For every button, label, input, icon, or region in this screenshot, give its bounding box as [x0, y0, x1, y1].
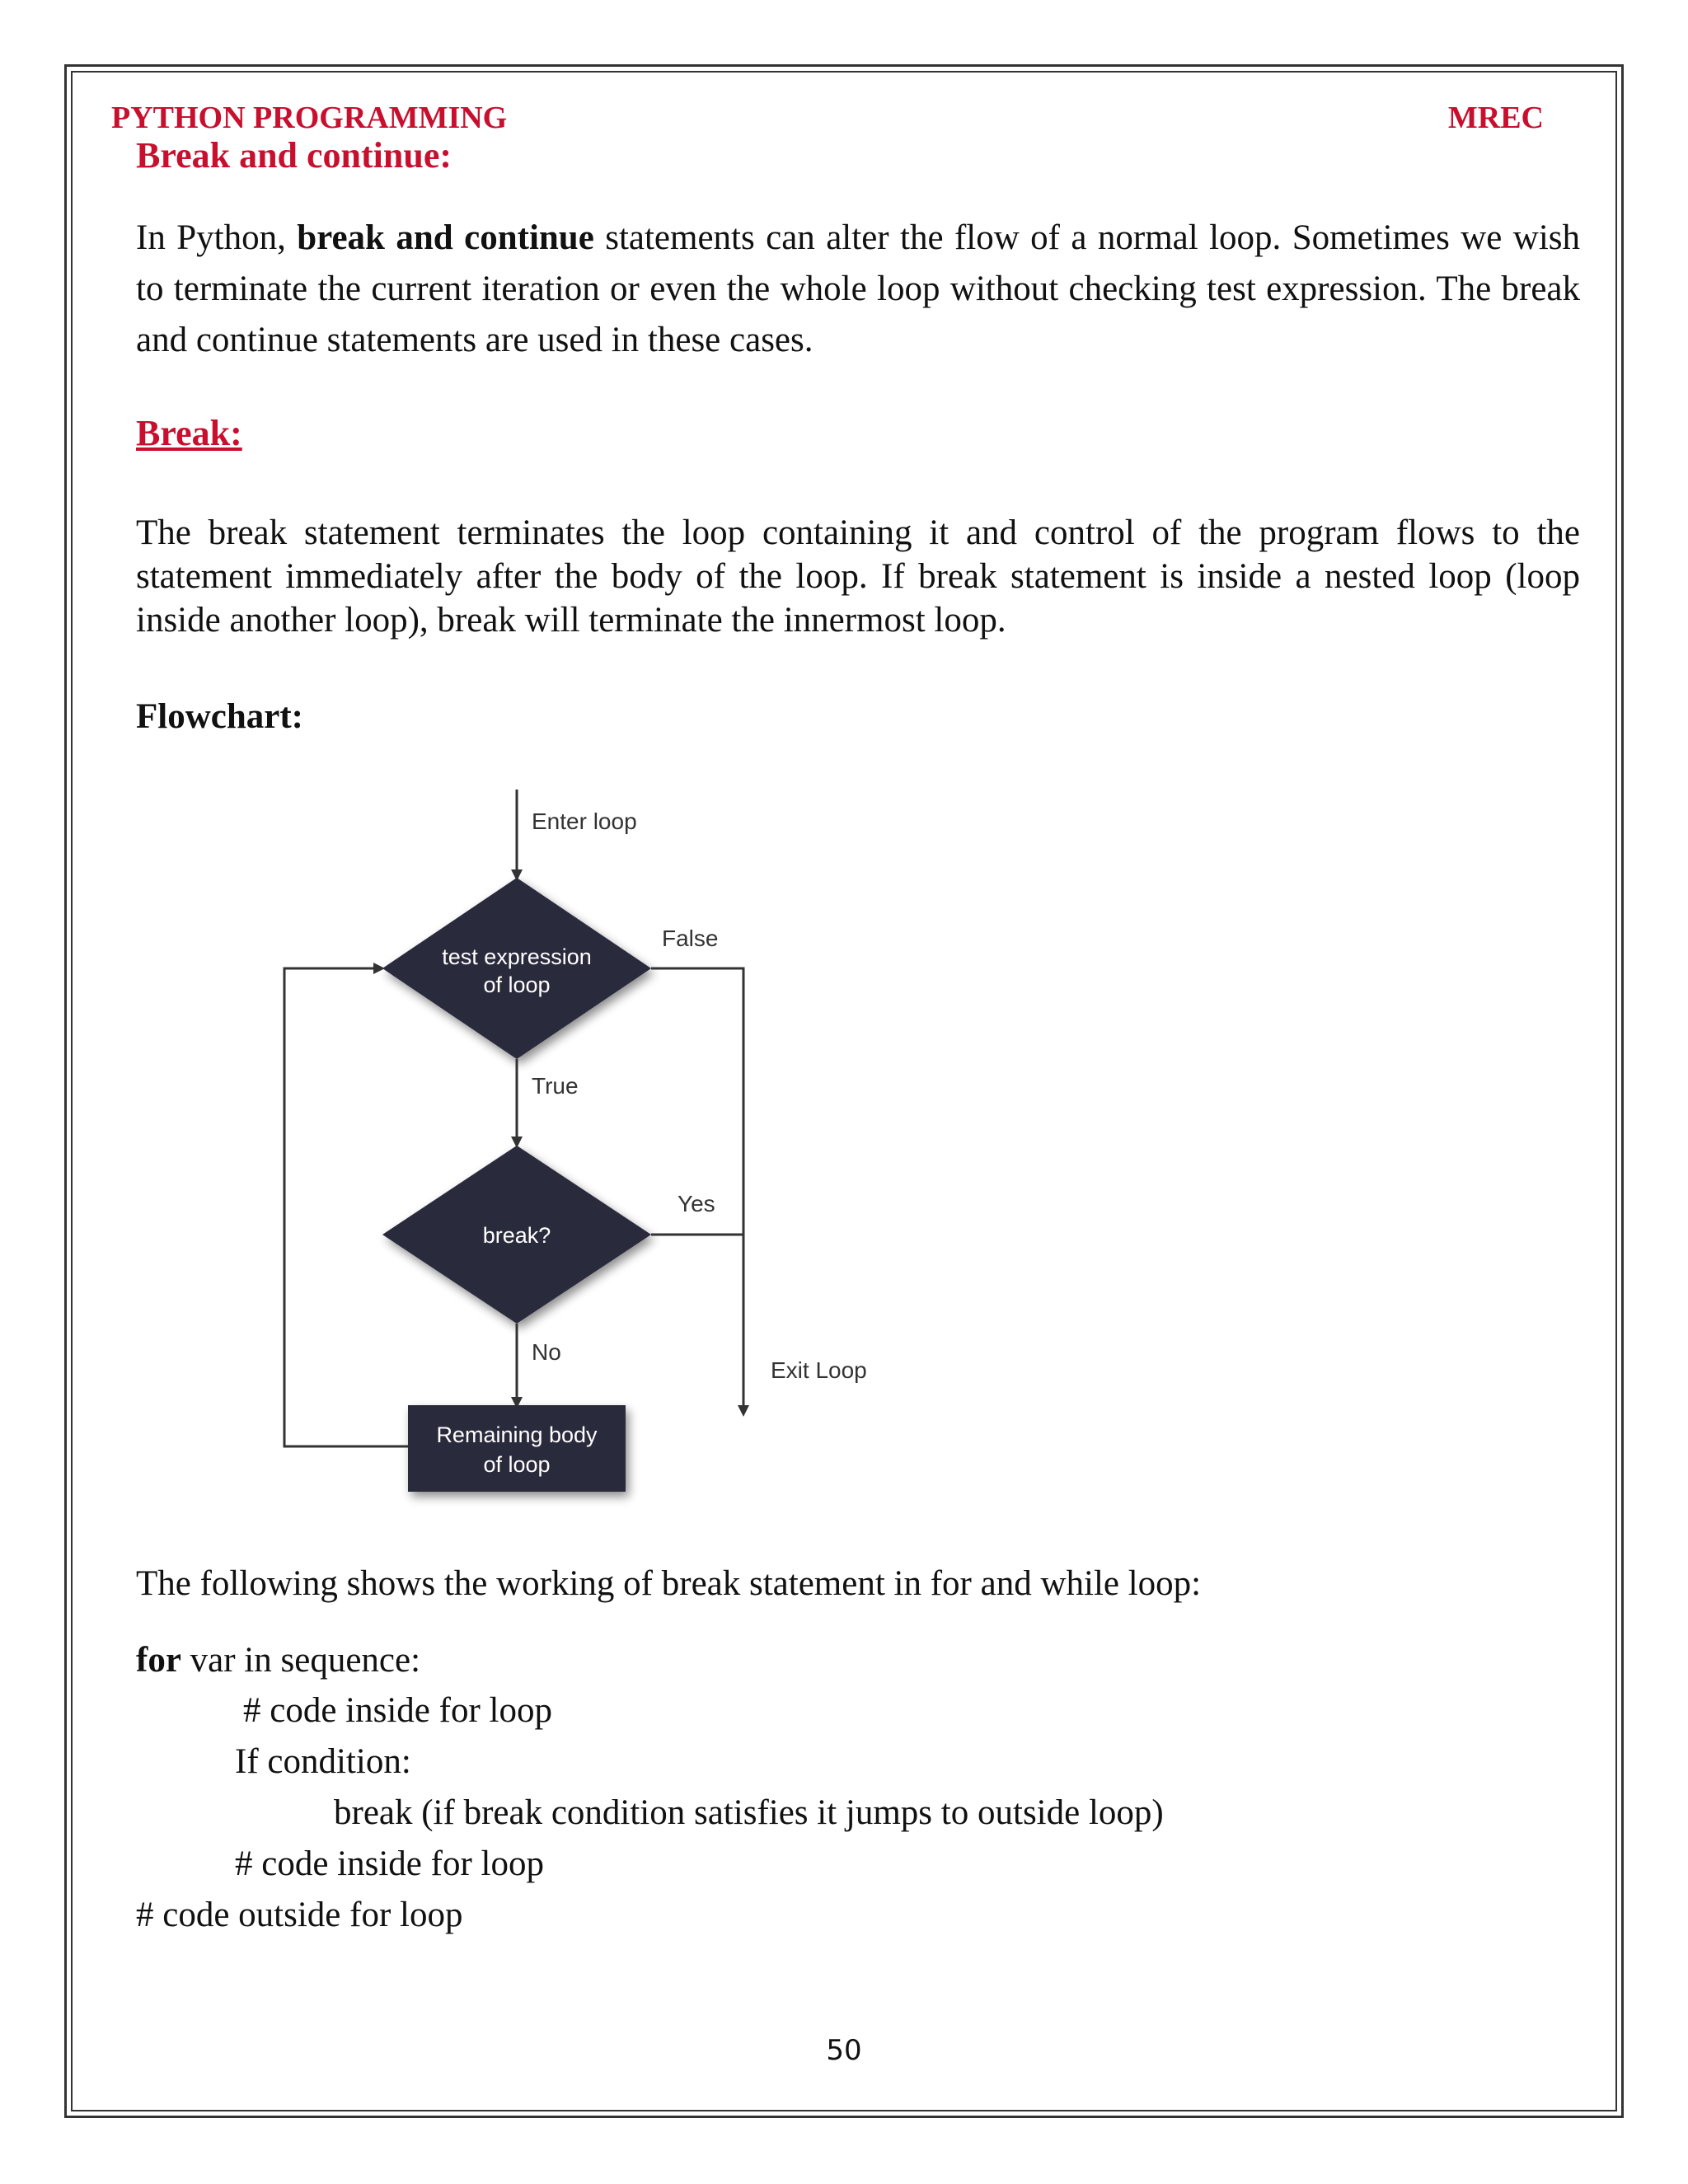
section-title: Break and continue: [136, 135, 452, 176]
working-intro: The following shows the working of break statement in for and while loop: [136, 1564, 1202, 1603]
code-keyword-for: for [136, 1641, 181, 1680]
break-heading: Break: [136, 413, 242, 453]
true-label: True [532, 1073, 579, 1099]
remaining-body-label-2: of loop [483, 1452, 551, 1477]
exit-loop-label: Exit Loop [771, 1357, 867, 1383]
flowchart-figure [264, 783, 890, 1516]
intro-prefix: In Python, [136, 218, 298, 257]
remaining-body-label-1: Remaining body [436, 1422, 598, 1447]
code-line-3: If condition: [235, 1742, 411, 1781]
page-number: 50 [826, 2034, 862, 2067]
enter-loop-label: Enter loop [532, 808, 637, 834]
code-line-5: # code inside for loop [235, 1844, 544, 1883]
test-expression-label-2: of loop [483, 972, 551, 997]
break-paragraph: The break statement terminates the loop containing it and control of the program flows to the statement immediately after the body of the loop. If break statement is inside a nested loop (loop inside another loop), break will terminate the innermost loop. [136, 513, 1580, 640]
code-line-1 [136, 1640, 420, 1680]
loop-back-line [284, 968, 408, 1446]
code-line-6: # code outside for loop [136, 1896, 463, 1934]
flowchart-heading: Flowchart: [136, 697, 303, 736]
header-institution: MREC [1447, 101, 1544, 135]
code-line-1-rest: var in sequence: [181, 1641, 421, 1680]
remaining-body-box [408, 1405, 626, 1492]
false-label: False [662, 926, 719, 951]
no-label: No [532, 1339, 561, 1365]
intro-paragraph [136, 213, 1580, 366]
header-course: PYTHON PROGRAMMING [111, 101, 508, 135]
break-decision-label: break? [482, 1223, 551, 1248]
intro-bold: break and continue [297, 218, 594, 257]
code-line-2: # code inside for loop [243, 1691, 552, 1730]
test-expression-label-1: test expression [442, 944, 592, 969]
code-line-4: break (if break condition satisfies it jumps to outside loop) [334, 1793, 1164, 1832]
false-branch-line [651, 968, 743, 1411]
intro-suffix: statements can alter the flow of a normal loop. Sometimes we wish to terminate the current iteration or even the whole loop without checking test expression. The break and continue statements are used in these cases. [136, 218, 1581, 359]
yes-label: Yes [678, 1191, 715, 1216]
